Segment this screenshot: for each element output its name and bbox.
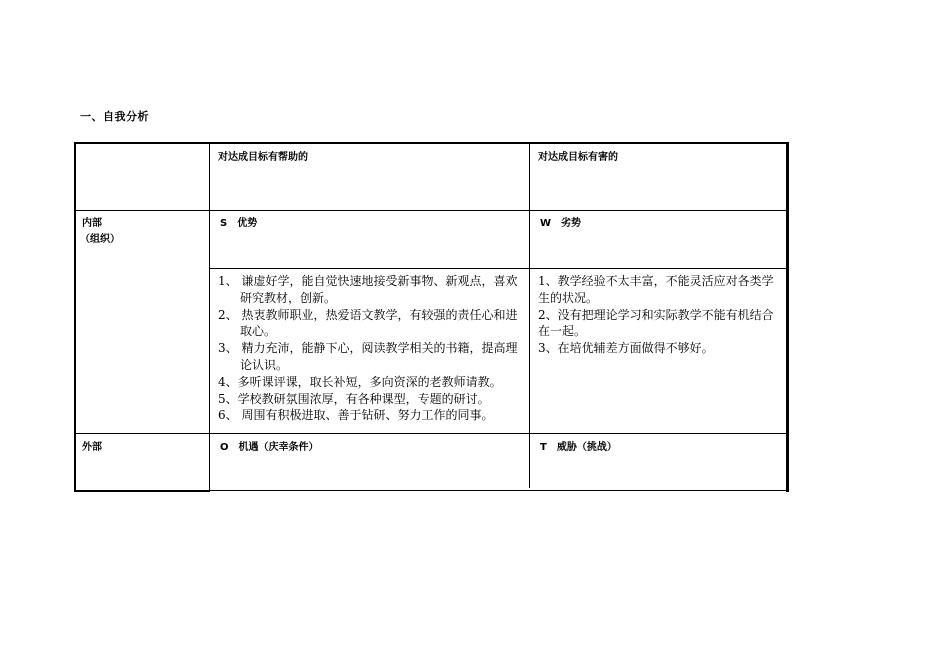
column-header-helpful: 对达成目标有帮助的 bbox=[218, 152, 308, 163]
row-label-external: 外部 bbox=[82, 442, 102, 453]
row-divider-header bbox=[74, 210, 789, 211]
list-item: 2、没有把理论学习和实际教学不能有机结合在一起。 bbox=[538, 307, 774, 339]
table-border-left bbox=[74, 142, 76, 492]
row-divider-external bbox=[74, 433, 789, 434]
table-border-top bbox=[74, 142, 789, 144]
row-divider-inner bbox=[209, 268, 789, 269]
table-border-right bbox=[786, 142, 789, 492]
strengths-title: S 优势 bbox=[220, 218, 258, 229]
row-label-internal-sub: （组织） bbox=[80, 234, 120, 245]
threats-title: T 威胁（挑战） bbox=[540, 442, 617, 453]
list-item: 2、 热衷教师职业，热爱语文教学，有较强的责任心和进取心。 bbox=[218, 307, 518, 339]
section-heading: 一、自我分析 bbox=[80, 110, 149, 123]
strengths-list bbox=[218, 273, 524, 424]
column-header-harmful: 对达成目标有害的 bbox=[538, 152, 618, 163]
table-border-bottom bbox=[74, 490, 210, 492]
column-divider-1 bbox=[209, 142, 210, 492]
list-item: 3、 精力充沛，能静下心，阅读教学相关的书籍，提高理论认识。 bbox=[218, 341, 518, 372]
table-border-bottom-right bbox=[209, 490, 789, 491]
list-item: 1、 谦虚好学，能自觉快速地接受新事物、新观点，喜欢研究教材，创新。 bbox=[218, 274, 518, 305]
list-item: 5、学校教研氛围浓厚，有各种课型，专题的研讨。 bbox=[218, 391, 490, 406]
list-item: 1、教学经验不太丰富，不能灵活应对各类学生的状况。 bbox=[538, 274, 774, 305]
weaknesses-list bbox=[538, 273, 784, 357]
list-item: 4、多听课评课，取长补短，多向资深的老教师请教。 bbox=[218, 374, 502, 389]
list-item: 3、在培优辅差方面做得不够好。 bbox=[538, 341, 714, 356]
list-item: 6、 周围有积极进取、善于钻研、努力工作的同事。 bbox=[218, 408, 494, 423]
column-divider-2 bbox=[529, 142, 530, 488]
row-label-internal: 内部 bbox=[82, 218, 102, 229]
weaknesses-title: W 劣势 bbox=[540, 218, 582, 229]
opportunities-title: O 机遇（庆幸条件） bbox=[220, 442, 319, 453]
swot-table bbox=[74, 142, 789, 492]
